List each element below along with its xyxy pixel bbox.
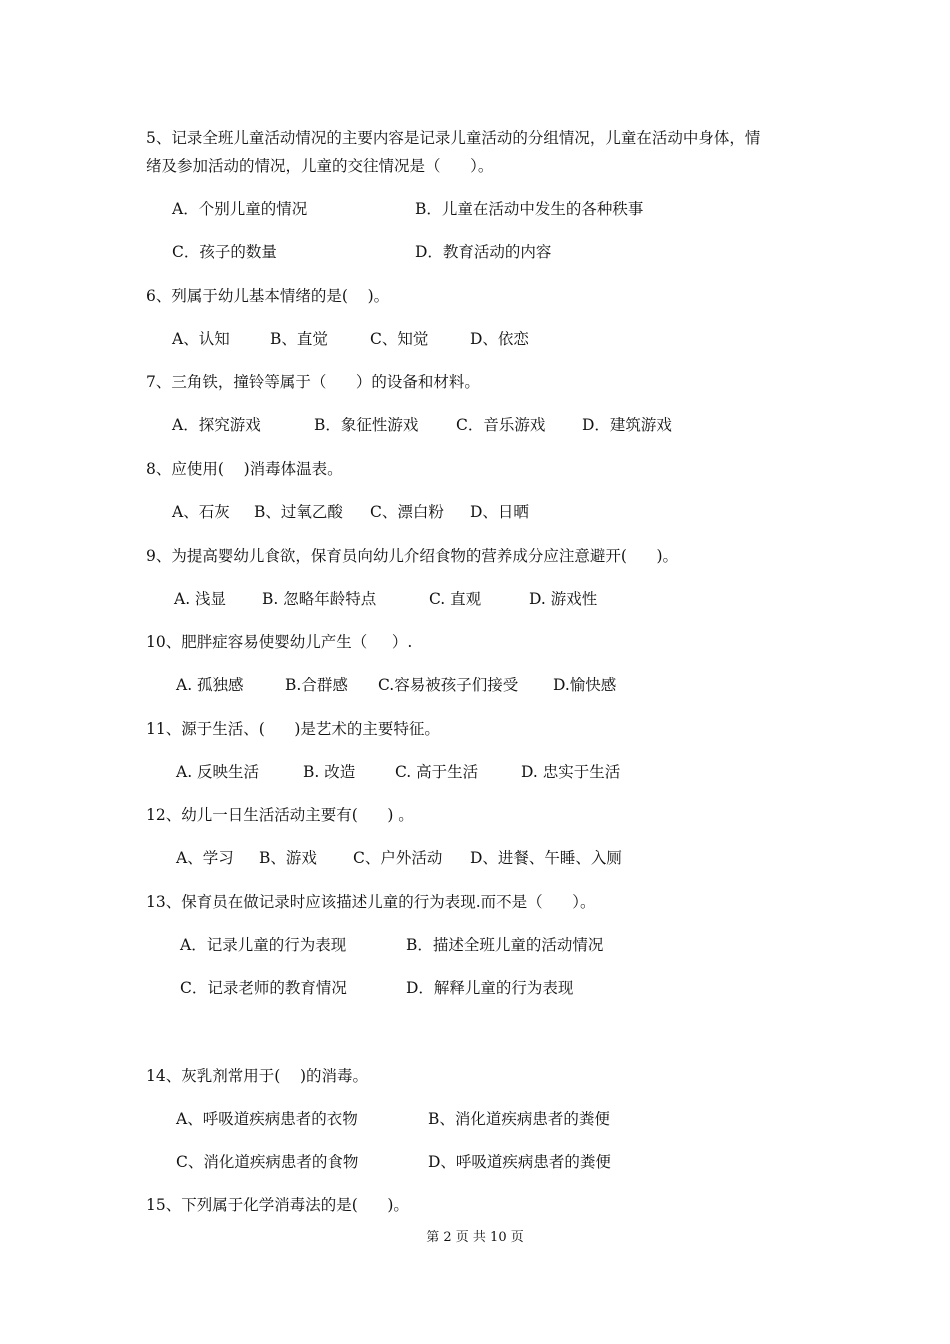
question-10-option-d: D.愉快感 <box>553 676 617 694</box>
question-11-option-b: B. 改造 <box>303 763 356 781</box>
question-13-option-b: B．描述全班儿童的活动情况 <box>406 936 604 954</box>
question-6-stem: 6、列属于幼儿基本情绪的是( )。 <box>146 287 390 305</box>
question-12-option-d: D、进餐、午睡、入厕 <box>470 849 622 867</box>
question-11-option-a: A. 反映生活 <box>176 763 260 781</box>
question-10-option-b: B.合群感 <box>285 676 348 694</box>
question-10-option-a: A. 孤独感 <box>176 676 244 694</box>
question-6-option-a: A、认知 <box>172 330 230 348</box>
question-8-stem: 8、应使用( )消毒体温表。 <box>146 460 343 478</box>
page-number-footer: 第 2 页 共 10 页 <box>426 1230 524 1245</box>
question-7-option-a: A．探究游戏 <box>172 416 261 434</box>
question-6-option-d: D、依恋 <box>470 330 529 348</box>
question-5-option-c: C．孩子的数量 <box>172 243 277 261</box>
question-5-stem-line1: 5、记录全班儿童活动情况的主要内容是记录儿童活动的分组情况，儿童在活动中身体，情 <box>146 129 761 147</box>
question-8-option-b: B、过氧乙酸 <box>254 503 343 521</box>
question-14-option-b: B、消化道疾病患者的粪便 <box>428 1110 610 1128</box>
question-10-option-c: C.容易被孩子们接受 <box>378 676 519 694</box>
question-9-option-c: C. 直观 <box>429 590 482 608</box>
question-7-option-d: D．建筑游戏 <box>582 416 672 434</box>
question-14-option-c: C、消化道疾病患者的食物 <box>176 1153 359 1171</box>
question-12-stem: 12、幼儿一日生活活动主要有( ) 。 <box>146 806 414 824</box>
question-15-stem: 15、下列属于化学消毒法的是( )。 <box>146 1196 409 1214</box>
question-9-option-b: B. 忽略年龄特点 <box>262 590 377 608</box>
question-9-option-d: D. 游戏性 <box>529 590 598 608</box>
question-8-option-d: D、日晒 <box>470 503 529 521</box>
question-5-option-b: B．儿童在活动中发生的各种秩事 <box>415 200 644 218</box>
question-12-option-b: B、游戏 <box>259 849 317 867</box>
question-13-option-d: D．解释儿童的行为表现 <box>406 979 574 997</box>
question-13-option-c: C．记录老师的教育情况 <box>180 979 347 997</box>
question-5-option-d: D．教育活动的内容 <box>415 243 552 261</box>
question-6-option-c: C、知觉 <box>370 330 429 348</box>
question-6-option-b: B、直觉 <box>270 330 328 348</box>
question-13-option-a: A．记录儿童的行为表现 <box>180 936 347 954</box>
question-12-option-c: C、户外活动 <box>353 849 443 867</box>
question-5-option-a: A．个别儿童的情况 <box>172 200 308 218</box>
question-5-stem-line2: 绪及参加活动的情况，儿童的交往情况是（ ）。 <box>146 157 494 175</box>
question-11-stem: 11、源于生活、( )是艺术的主要特征。 <box>146 720 440 738</box>
question-9-stem: 9、为提高婴幼儿食欲，保育员向幼儿介绍食物的营养成分应注意避开( )。 <box>146 547 679 565</box>
question-14-option-a: A、呼吸道疾病患者的衣物 <box>176 1110 358 1128</box>
question-7-option-c: C．音乐游戏 <box>456 416 546 434</box>
question-8-option-c: C、漂白粉 <box>370 503 444 521</box>
question-8-option-a: A、石灰 <box>172 503 230 521</box>
question-11-option-d: D. 忠实于生活 <box>521 763 621 781</box>
question-12-option-a: A、学习 <box>176 849 234 867</box>
question-14-option-d: D、呼吸道疾病患者的粪便 <box>428 1153 611 1171</box>
question-9-option-a: A. 浅显 <box>174 590 227 608</box>
question-14-stem: 14、灰乳剂常用于( )的消毒。 <box>146 1067 369 1085</box>
question-10-stem: 10、肥胖症容易使婴幼儿产生（ ）. <box>146 633 413 651</box>
question-13-stem: 13、保育员在做记录时应该描述儿童的行为表现.而不是（ ）。 <box>146 893 596 911</box>
question-7-stem: 7、三角铁，撞铃等属于（ ）的设备和材料。 <box>146 373 480 391</box>
question-7-option-b: B．象征性游戏 <box>314 416 419 434</box>
question-11-option-c: C. 高于生活 <box>395 763 479 781</box>
